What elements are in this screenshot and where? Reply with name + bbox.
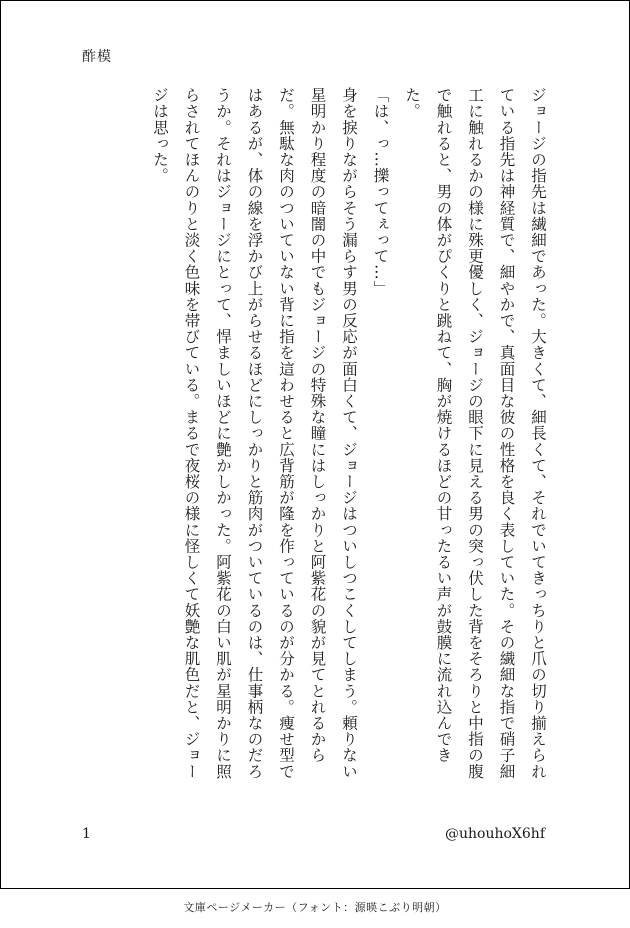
- page-number: 1: [82, 826, 91, 842]
- paragraph-3: 身を捩りながらそう漏らす男の反応が面白くて、ジョージはついしつこくしてしまう。頼りない星明かり程度の暗闇の中でもジョージの特殊な瞳にはしっかりと阿紫花の貌が見てとれるからだ。無駄な肉のついていない背に指を這わせると広背筋が隆を作っているのが分かる。痩せ型ではあるが、体の線を浮かび上がらせるほどにしっかりと筋肉がついているのは、仕事柄なのだろうか。それはジョージにとって、悍ましいほどに艶かしかった。阿紫花の白い肌が星明かりに照らされてほんのりと淡く色味を帯びている。まるで夜桜の様に怪しくて妖艶な肌色だと、ジョージは思った。: [151, 87, 358, 780]
- page-title: 酢模: [82, 49, 112, 65]
- footer-credit: 文庫ページメーカー（フォント：源暎こぶり明朝）: [183, 901, 447, 914]
- body-text: [144, 87, 554, 787]
- paragraph-2: 「は、っ…擽ってぇって…」: [371, 87, 390, 297]
- author-handle: @uhouhoX6hf: [445, 826, 545, 842]
- paragraph-1: ジョージの指先は繊細であった。大きくて、細長くて、それでいてきっちりと爪の切り揃えられている指先は神経質で、細やかで、真面目な彼の性格を良く表していた。その繊細な指で硝子細工に触れるかの様に殊更優しく、ジョージの眼下に見える男の突っ伏した背をそろりと中指の腹で触れると、男の体がぴくりと跳ねて、胸が焼けるほどの甘ったるい声が鼓膜に流れ込んできた。: [403, 87, 547, 780]
